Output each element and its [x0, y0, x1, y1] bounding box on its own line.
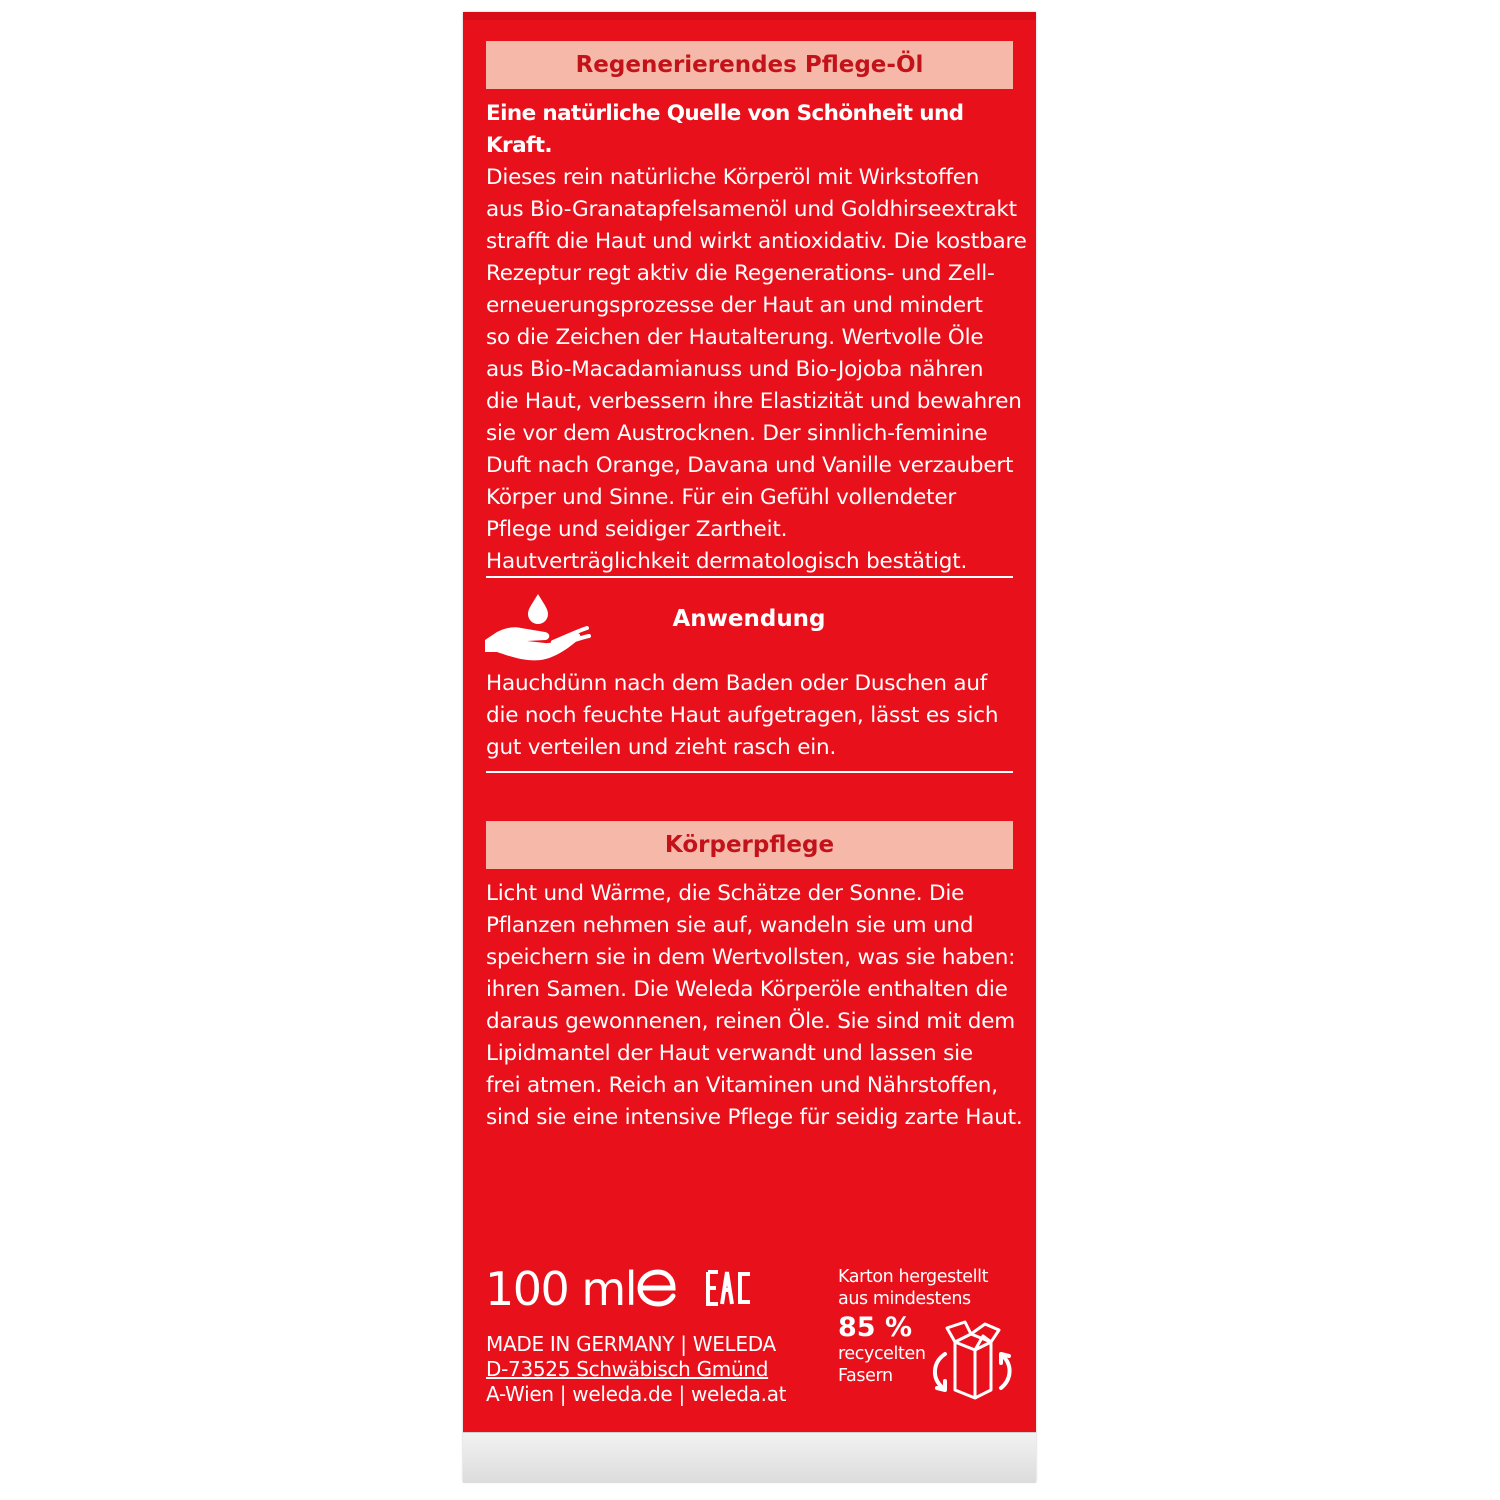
description-line: so die Zeichen der Hautalterung. Wertvolle Öle — [486, 325, 984, 350]
divider — [486, 576, 1013, 578]
body-care-line: ihren Samen. Die Weleda Körperöle enthalten die — [486, 977, 1008, 1002]
section-title-band-pflege-oel — [486, 41, 1013, 89]
description-line: Rezeptur regt aktiv die Regenerations- und Zell- — [486, 261, 995, 286]
manufacturer-web: A-Wien | weleda.de | weleda.at — [486, 1382, 787, 1406]
divider — [486, 771, 1013, 773]
description-line: aus Bio-Granatapfelsamenöl und Goldhirseextrakt — [486, 197, 1017, 222]
section-title-band-koerperpflege — [486, 821, 1013, 869]
volume-label: 100 ml — [485, 1262, 637, 1316]
usage-line: gut verteilen und zieht rasch ein. — [486, 735, 837, 760]
description-line: erneuerungsprozesse der Haut an und mindert — [486, 293, 983, 318]
recycled-box-icon — [925, 1318, 1015, 1400]
description-line: strafft die Haut und wirkt antioxidativ. Die kostbare — [486, 229, 1027, 254]
body-care-line: Pflanzen nehmen sie auf, wandeln sie um und — [486, 913, 974, 938]
lead-text: Eine natürliche Quelle von Schönheit und Kraft. — [486, 101, 964, 158]
recycling-percent: 85 % — [838, 1312, 913, 1343]
description-text — [486, 98, 1027, 578]
description-line: aus Bio-Macadamianuss und Bio-Jojoba nähren — [486, 357, 984, 382]
body-care-line: frei atmen. Reich an Vitaminen und Nährstoffen, — [486, 1073, 998, 1098]
usage-text — [486, 668, 1013, 764]
body-care-line: sind sie eine intensive Pflege für seidig zarte Haut. — [486, 1105, 1023, 1130]
hand-drop-icon — [483, 588, 593, 664]
box-bottom-flap — [463, 1432, 1036, 1483]
recycling-text: Karton hergestellt — [838, 1267, 989, 1287]
recycling-text: aus mindestens — [838, 1289, 971, 1309]
section-title: Regenerierendes Pflege-Öl — [575, 52, 924, 78]
usage-line: Hauchdünn nach dem Baden oder Duschen auf — [486, 671, 988, 696]
usage-title: Anwendung — [672, 606, 826, 632]
recycling-text: Fasern — [838, 1366, 893, 1386]
eac-mark-icon — [706, 1270, 752, 1306]
description-line: Duft nach Orange, Davana und Vanille verzaubert — [486, 453, 1014, 478]
body-care-line: Lipidmantel der Haut verwandt und lassen sie — [486, 1041, 973, 1066]
body-care-line: daraus gewonnenen, reinen Öle. Sie sind mit dem — [486, 1009, 1015, 1034]
description-line: Hautverträglichkeit dermatologisch bestätigt. — [486, 549, 968, 574]
section-title: Körperpflege — [664, 832, 835, 858]
usage-line: die noch feuchte Haut aufgetragen, lässt es sich — [486, 703, 999, 728]
manufacturer-line: MADE IN GERMANY | WELEDA — [486, 1332, 776, 1356]
product-box-back — [463, 12, 1036, 1482]
description-line: sie vor dem Austrocknen. Der sinnlich-feminine — [486, 421, 988, 446]
estimated-sign-icon — [635, 1268, 681, 1308]
description-line: Dieses rein natürliche Körperöl mit Wirkstoffen — [486, 165, 980, 190]
body-care-text — [486, 878, 1023, 1134]
manufacturer-info — [486, 1332, 786, 1407]
description-line: Pflege und seidiger Zartheit. — [486, 517, 788, 542]
description-line: die Haut, verbessern ihre Elastizität und bewahren — [486, 389, 1022, 414]
box-top-edge — [463, 12, 1036, 20]
body-care-line: speichern sie in dem Wertvollsten, was sie haben: — [486, 945, 1016, 970]
body-care-line: Licht und Wärme, die Schätze der Sonne. Die — [486, 881, 965, 906]
recycling-text: recycelten — [838, 1344, 926, 1364]
manufacturer-address: D-73525 Schwäbisch Gmünd — [486, 1357, 769, 1381]
description-line: Körper und Sinne. Für ein Gefühl vollendeter — [486, 485, 956, 510]
